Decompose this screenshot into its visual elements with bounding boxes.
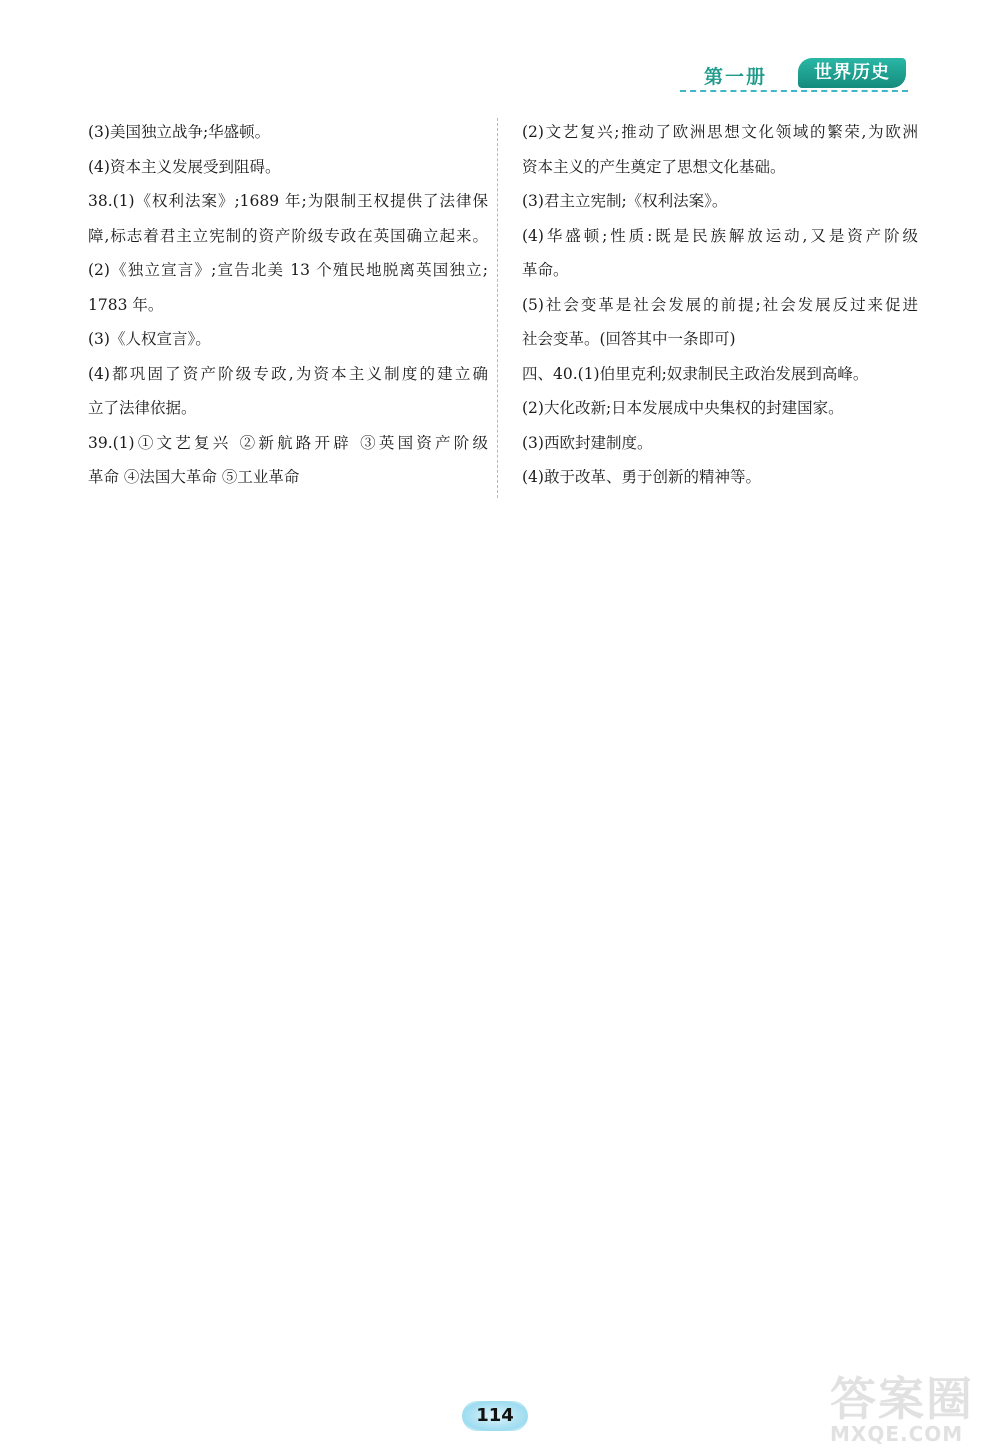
watermark-logo xyxy=(830,1372,990,1450)
column-divider xyxy=(497,118,498,498)
answer-line: 障,标志着君主立宪制的资产阶级专政在英国确立起来。 xyxy=(88,226,488,245)
answer-line: 资本主义的产生奠定了思想文化基础。 xyxy=(522,157,786,176)
answer-line: (5)社会变革是社会发展的前提;社会发展反过来促进 xyxy=(522,295,918,314)
answer-line: 1783 年。 xyxy=(88,295,164,314)
left-column xyxy=(88,115,488,495)
watermark-text: 答案圈 xyxy=(830,1372,974,1426)
answer-line: (3)美国独立战争;华盛顿。 xyxy=(88,123,271,141)
answer-line: (4)资本主义发展受到阻碍。 xyxy=(88,157,281,176)
subject-badge: 世界历史 xyxy=(798,58,906,88)
answer-line: (4)敢于改革、勇于创新的精神等。 xyxy=(522,468,761,486)
answer-line: (3)君主立宪制;《权利法案》。 xyxy=(522,192,728,210)
watermark-url: MXQE.COM xyxy=(830,1422,964,1446)
header-underline xyxy=(680,90,908,92)
page-number: 114 xyxy=(462,1401,528,1431)
answer-line: (4)华盛顿;性质:既是民族解放运动,又是资产阶级 xyxy=(522,226,918,245)
answer-line: (4)都巩固了资产阶级专政,为资本主义制度的建立确 xyxy=(88,364,488,383)
answer-line: (2)文艺复兴;推动了欧洲思想文化领域的繁荣,为欧洲 xyxy=(522,123,918,141)
volume-label: 第一册 xyxy=(704,66,768,88)
answer-line: 革命 ④法国大革命 ⑤工业革命 xyxy=(88,468,300,486)
answer-line: 39.(1)①文艺复兴 ②新航路开辟 ③英国资产阶级 xyxy=(88,433,488,452)
answer-line: 革命。 xyxy=(522,261,569,279)
right-column xyxy=(522,115,918,495)
answer-line: 社会变革。(回答其中一条即可) xyxy=(522,330,736,348)
answer-line: (2)大化改新;日本发展成中央集权的封建国家。 xyxy=(522,399,844,417)
page-header xyxy=(676,58,916,98)
answer-line: 立了法律依据。 xyxy=(88,399,197,417)
answer-line: (2)《独立宣言》;宣告北美 13 个殖民地脱离英国独立; xyxy=(88,261,488,279)
answer-line: (3)《人权宣言》。 xyxy=(88,330,211,348)
answer-line: (3)西欧封建制度。 xyxy=(522,433,653,452)
answer-line: 四、40.(1)伯里克利;奴隶制民主政治发展到高峰。 xyxy=(522,364,869,383)
answer-line: 38.(1)《权利法案》;1689 年;为限制王权提供了法律保 xyxy=(88,192,488,210)
